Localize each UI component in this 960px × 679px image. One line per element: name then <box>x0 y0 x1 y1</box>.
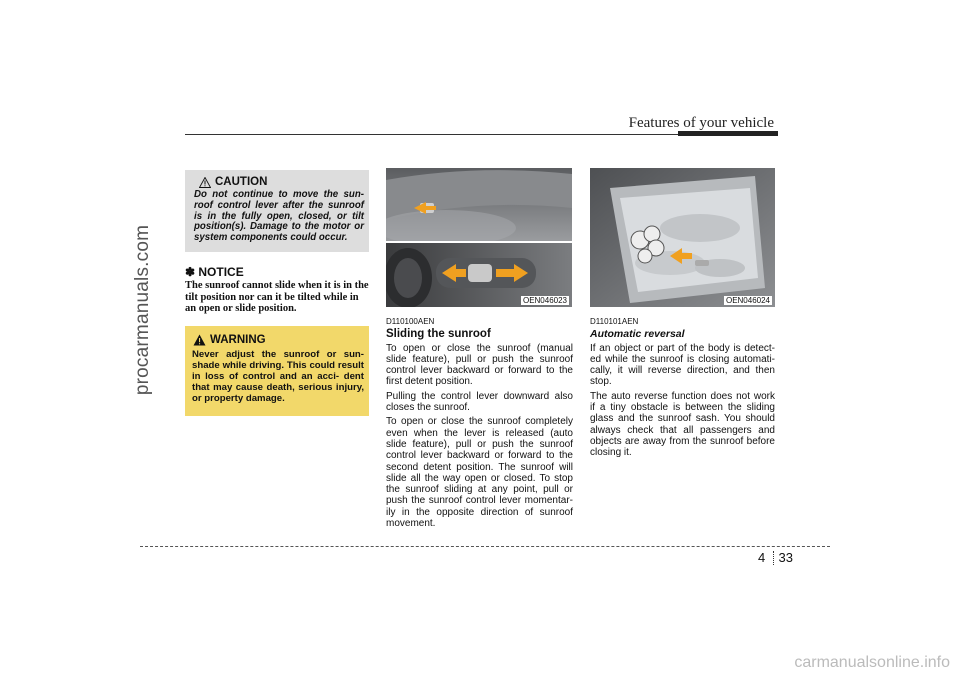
section-code: D110101AEN <box>590 317 639 326</box>
footer-dashed-rule <box>140 546 830 547</box>
warning-triangle-icon <box>193 334 206 346</box>
notice-text: The sunroof cannot slide when it is in the tilt position nor can it be tilted while in an open or slide position. <box>185 280 369 314</box>
page-number-value: 33 <box>778 550 793 565</box>
paragraph: To open or close the sunroof (manual slide feature), pull or push the sunroof control lever backward or forward to the first detent position. <box>386 342 573 388</box>
warning-heading <box>193 334 266 346</box>
bottom-watermark: carmanualsonline.info <box>794 654 950 671</box>
warning-box <box>185 326 369 416</box>
paragraph: To open or close the sunroof completely even when the lever is released (auto slide feature), pull or push the sunroof control lever backward or forward to the second detent position. The sunroof will slide all the way open or closed. To stop the sunroof sliding at any point, pull or push the sunroof control lever momentar- ily in the opposite direction of sunroof movement. <box>386 416 573 530</box>
auto-reversal-photo <box>590 168 775 307</box>
section-title: Sliding the sunroof <box>386 328 491 341</box>
sliding-section <box>386 316 573 532</box>
section-title: Automatic reversal <box>590 328 685 341</box>
caution-text: Do not continue to move the sun- roof control lever after the sunroof is in the fully open, closed, or tilt position(s). Damage to the motor or system components could occur. <box>194 189 364 244</box>
side-watermark-text: procarmanuals.com <box>132 224 153 396</box>
section-code: D110100AEN <box>386 317 435 326</box>
caution-triangle-icon <box>199 177 211 188</box>
caution-heading <box>199 176 267 188</box>
page-header-title: Features of your vehicle <box>628 115 774 131</box>
caution-title: CAUTION <box>215 176 268 188</box>
notice-title: ✽ NOTICE <box>185 265 244 279</box>
page-number <box>758 550 793 565</box>
photo-code-left: OEN046023 <box>522 296 567 305</box>
paragraph: Pulling the control lever downward also closes the sunroof. <box>386 390 573 414</box>
paragraph: If an object or part of the body is detect- ed while the sunroof is closing automati- cally, it will reverse direction, and then stop. <box>590 342 775 388</box>
sunroof-lever-illustration <box>386 168 572 307</box>
warning-text: Never adjust the sunroof or sun- shade while driving. This could result in loss of control and an acci- dent that may cause death, serious injury, or property damage. <box>192 349 364 404</box>
chapter-number: 4 <box>758 550 766 565</box>
header-accent-bar <box>678 131 778 136</box>
warning-title: WARNING <box>210 334 266 346</box>
reversal-section <box>590 316 775 462</box>
auto-reversal-illustration <box>590 168 775 307</box>
sunroof-lever-photo <box>386 168 572 307</box>
photo-code-right: OEN046024 <box>725 296 770 305</box>
caution-box <box>185 170 369 252</box>
paragraph: The auto reverse function does not work if a tiny obstacle is between the sliding glass and the sunroof sash. You should always check that all passengers and objects are away from the sunroof before closing it. <box>590 390 775 459</box>
side-watermark <box>128 60 158 560</box>
